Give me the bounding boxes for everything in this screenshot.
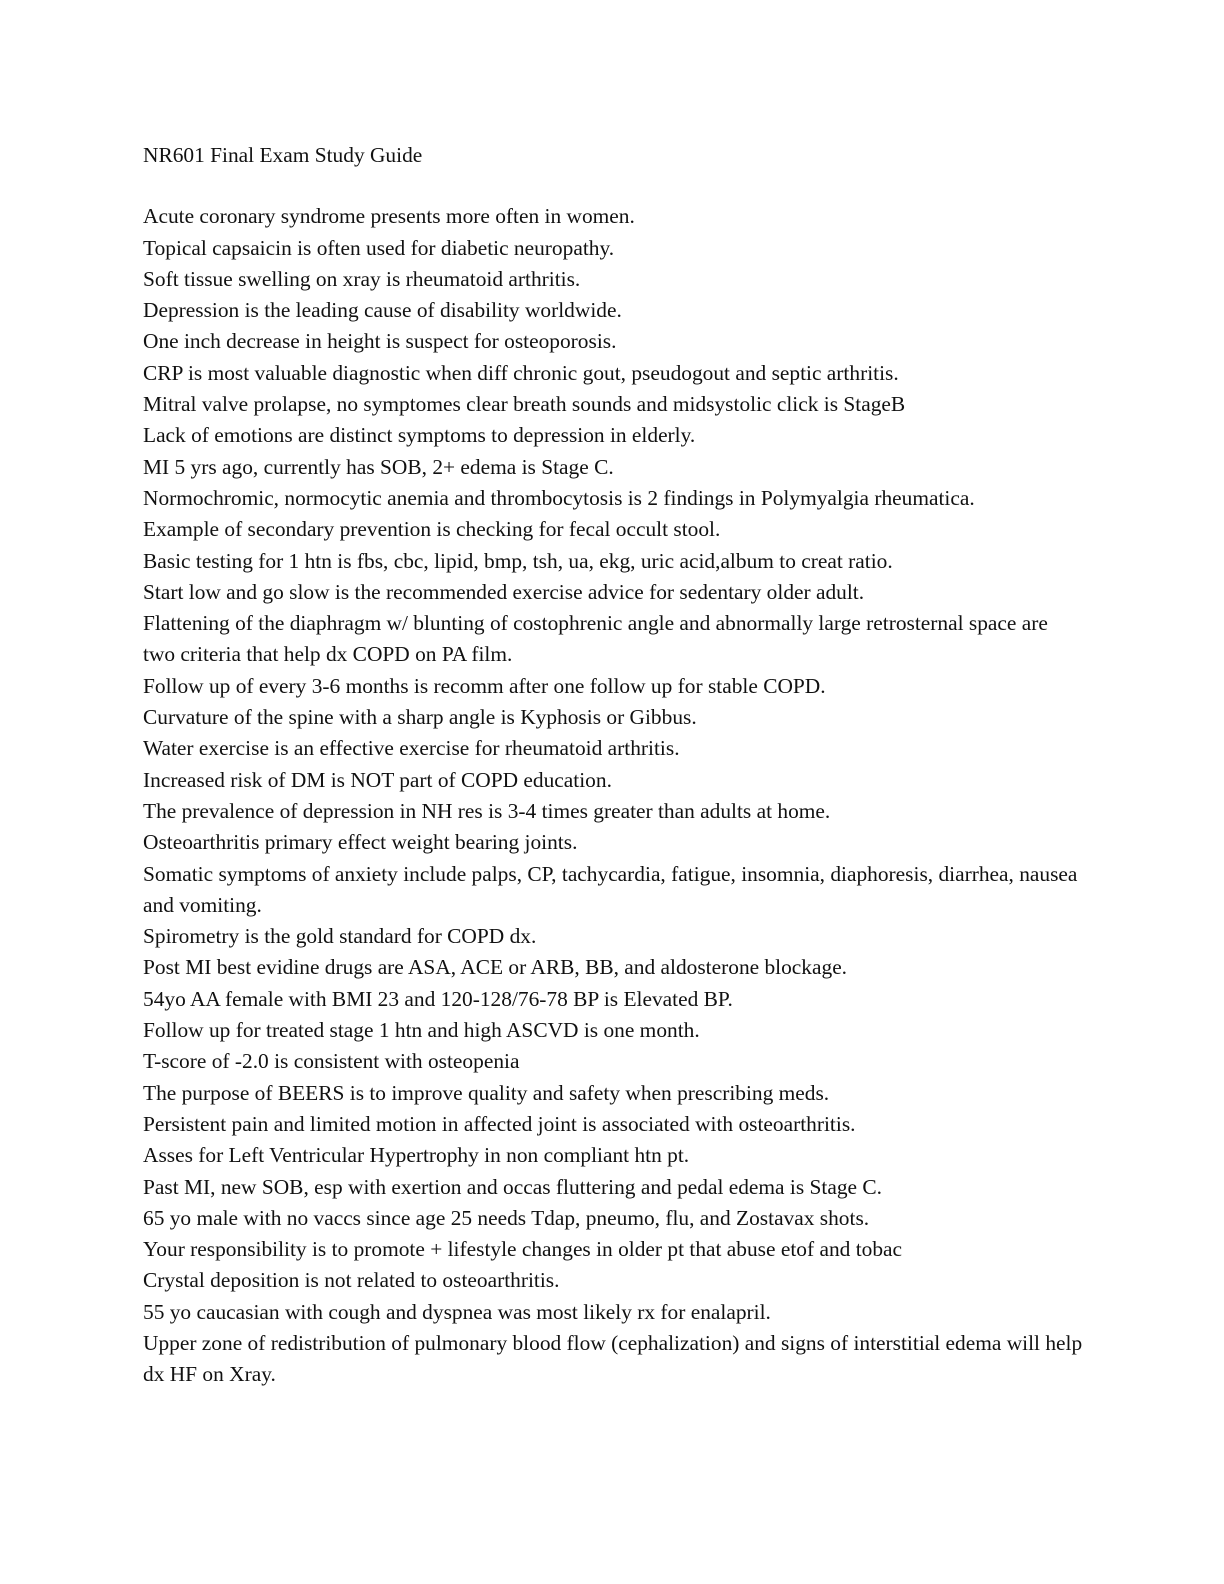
study-note: 55 yo caucasian with cough and dyspnea was most likely rx for enalapril.	[143, 1299, 771, 1324]
study-note: Flattening of the diaphragm w/ blunting of costophrenic angle and abnormally large retrosternal space are two criteria that help dx COPD on PA film.	[143, 611, 1048, 667]
study-note: The prevalence of depression in NH res is 3-4 times greater than adults at home.	[143, 798, 831, 823]
study-note: 54yo AA female with BMI 23 and 120-128/76-78 BP is Elevated BP.	[143, 986, 733, 1011]
document-body	[143, 140, 1083, 1391]
study-note: Water exercise is an effective exercise for rheumatoid arthritis.	[143, 736, 680, 761]
study-note: CRP is most valuable diagnostic when diff chronic gout, pseudogout and septic arthritis.	[143, 360, 899, 385]
study-note: MI 5 yrs ago, currently has SOB, 2+ edema is Stage C.	[143, 454, 614, 479]
study-note: Upper zone of redistribution of pulmonary blood flow (cephalization) and signs of interstitial edema will help dx HF on Xray.	[143, 1330, 1083, 1387]
study-notes-list	[143, 201, 1083, 1390]
study-note: Asses for Left Ventricular Hypertrophy in non compliant htn pt.	[143, 1143, 690, 1168]
study-note: Normochromic, normocytic anemia and thrombocytosis is 2 findings in Polymyalgia rheumatica.	[143, 485, 975, 510]
document-title: NR601 Final Exam Study Guide	[143, 143, 423, 167]
study-note: Follow up of every 3-6 months is recomm after one follow up for stable COPD.	[143, 673, 826, 698]
study-note: Basic testing for 1 htn is fbs, cbc, lipid, bmp, tsh, ua, ekg, uric acid,album to creat ratio.	[143, 548, 893, 573]
study-note: Post MI best evidine drugs are ASA, ACE or ARB, BB, and aldosterone blockage.	[143, 955, 848, 980]
study-note: Depression is the leading cause of disability worldwide.	[143, 298, 622, 323]
study-note: Follow up for treated stage 1 htn and high ASCVD is one month.	[143, 1018, 700, 1043]
study-note: One inch decrease in height is suspect for osteoporosis.	[143, 329, 617, 354]
study-note: Crystal deposition is not related to osteoarthritis.	[143, 1268, 560, 1293]
study-note: Persistent pain and limited motion in affected joint is associated with osteoarthritis.	[143, 1111, 856, 1136]
study-note: Past MI, new SOB, esp with exertion and occas fluttering and pedal edema is Stage C.	[143, 1174, 883, 1199]
study-note: Acute coronary syndrome presents more often in women.	[143, 204, 635, 229]
study-note: T-score of -2.0 is consistent with osteopenia	[143, 1049, 520, 1074]
study-note: Increased risk of DM is NOT part of COPD education.	[143, 767, 612, 792]
study-note: 65 yo male with no vaccs since age 25 needs Tdap, pneumo, flu, and Zostavax shots.	[143, 1205, 870, 1230]
study-note: The purpose of BEERS is to improve quality and safety when prescribing meds.	[143, 1080, 830, 1105]
study-note: Osteoarthritis primary effect weight bearing joints.	[143, 830, 578, 855]
study-note: Soft tissue swelling on xray is rheumatoid arthritis.	[143, 266, 581, 291]
study-note: Somatic symptoms of anxiety include palps, CP, tachycardia, fatigue, insomnia, diaphoresis, diarrhea, nausea and vomiting.	[143, 861, 1078, 917]
study-note: Start low and go slow is the recommended exercise advice for sedentary older adult.	[143, 579, 865, 604]
study-note: Topical capsaicin is often used for diabetic neuropathy.	[143, 235, 615, 260]
study-note: Mitral valve prolapse, no symptomes clear breath sounds and midsystolic click is StageB	[143, 392, 906, 417]
study-note: Your responsibility is to promote + lifestyle changes in older pt that abuse etof and tobac	[143, 1237, 903, 1262]
study-note: Curvature of the spine with a sharp angle is Kyphosis or Gibbus.	[143, 705, 697, 730]
study-note: Spirometry is the gold standard for COPD dx.	[143, 924, 537, 949]
study-note: Example of secondary prevention is checking for fecal occult stool.	[143, 517, 721, 542]
study-note: Lack of emotions are distinct symptoms to depression in elderly.	[143, 423, 696, 448]
